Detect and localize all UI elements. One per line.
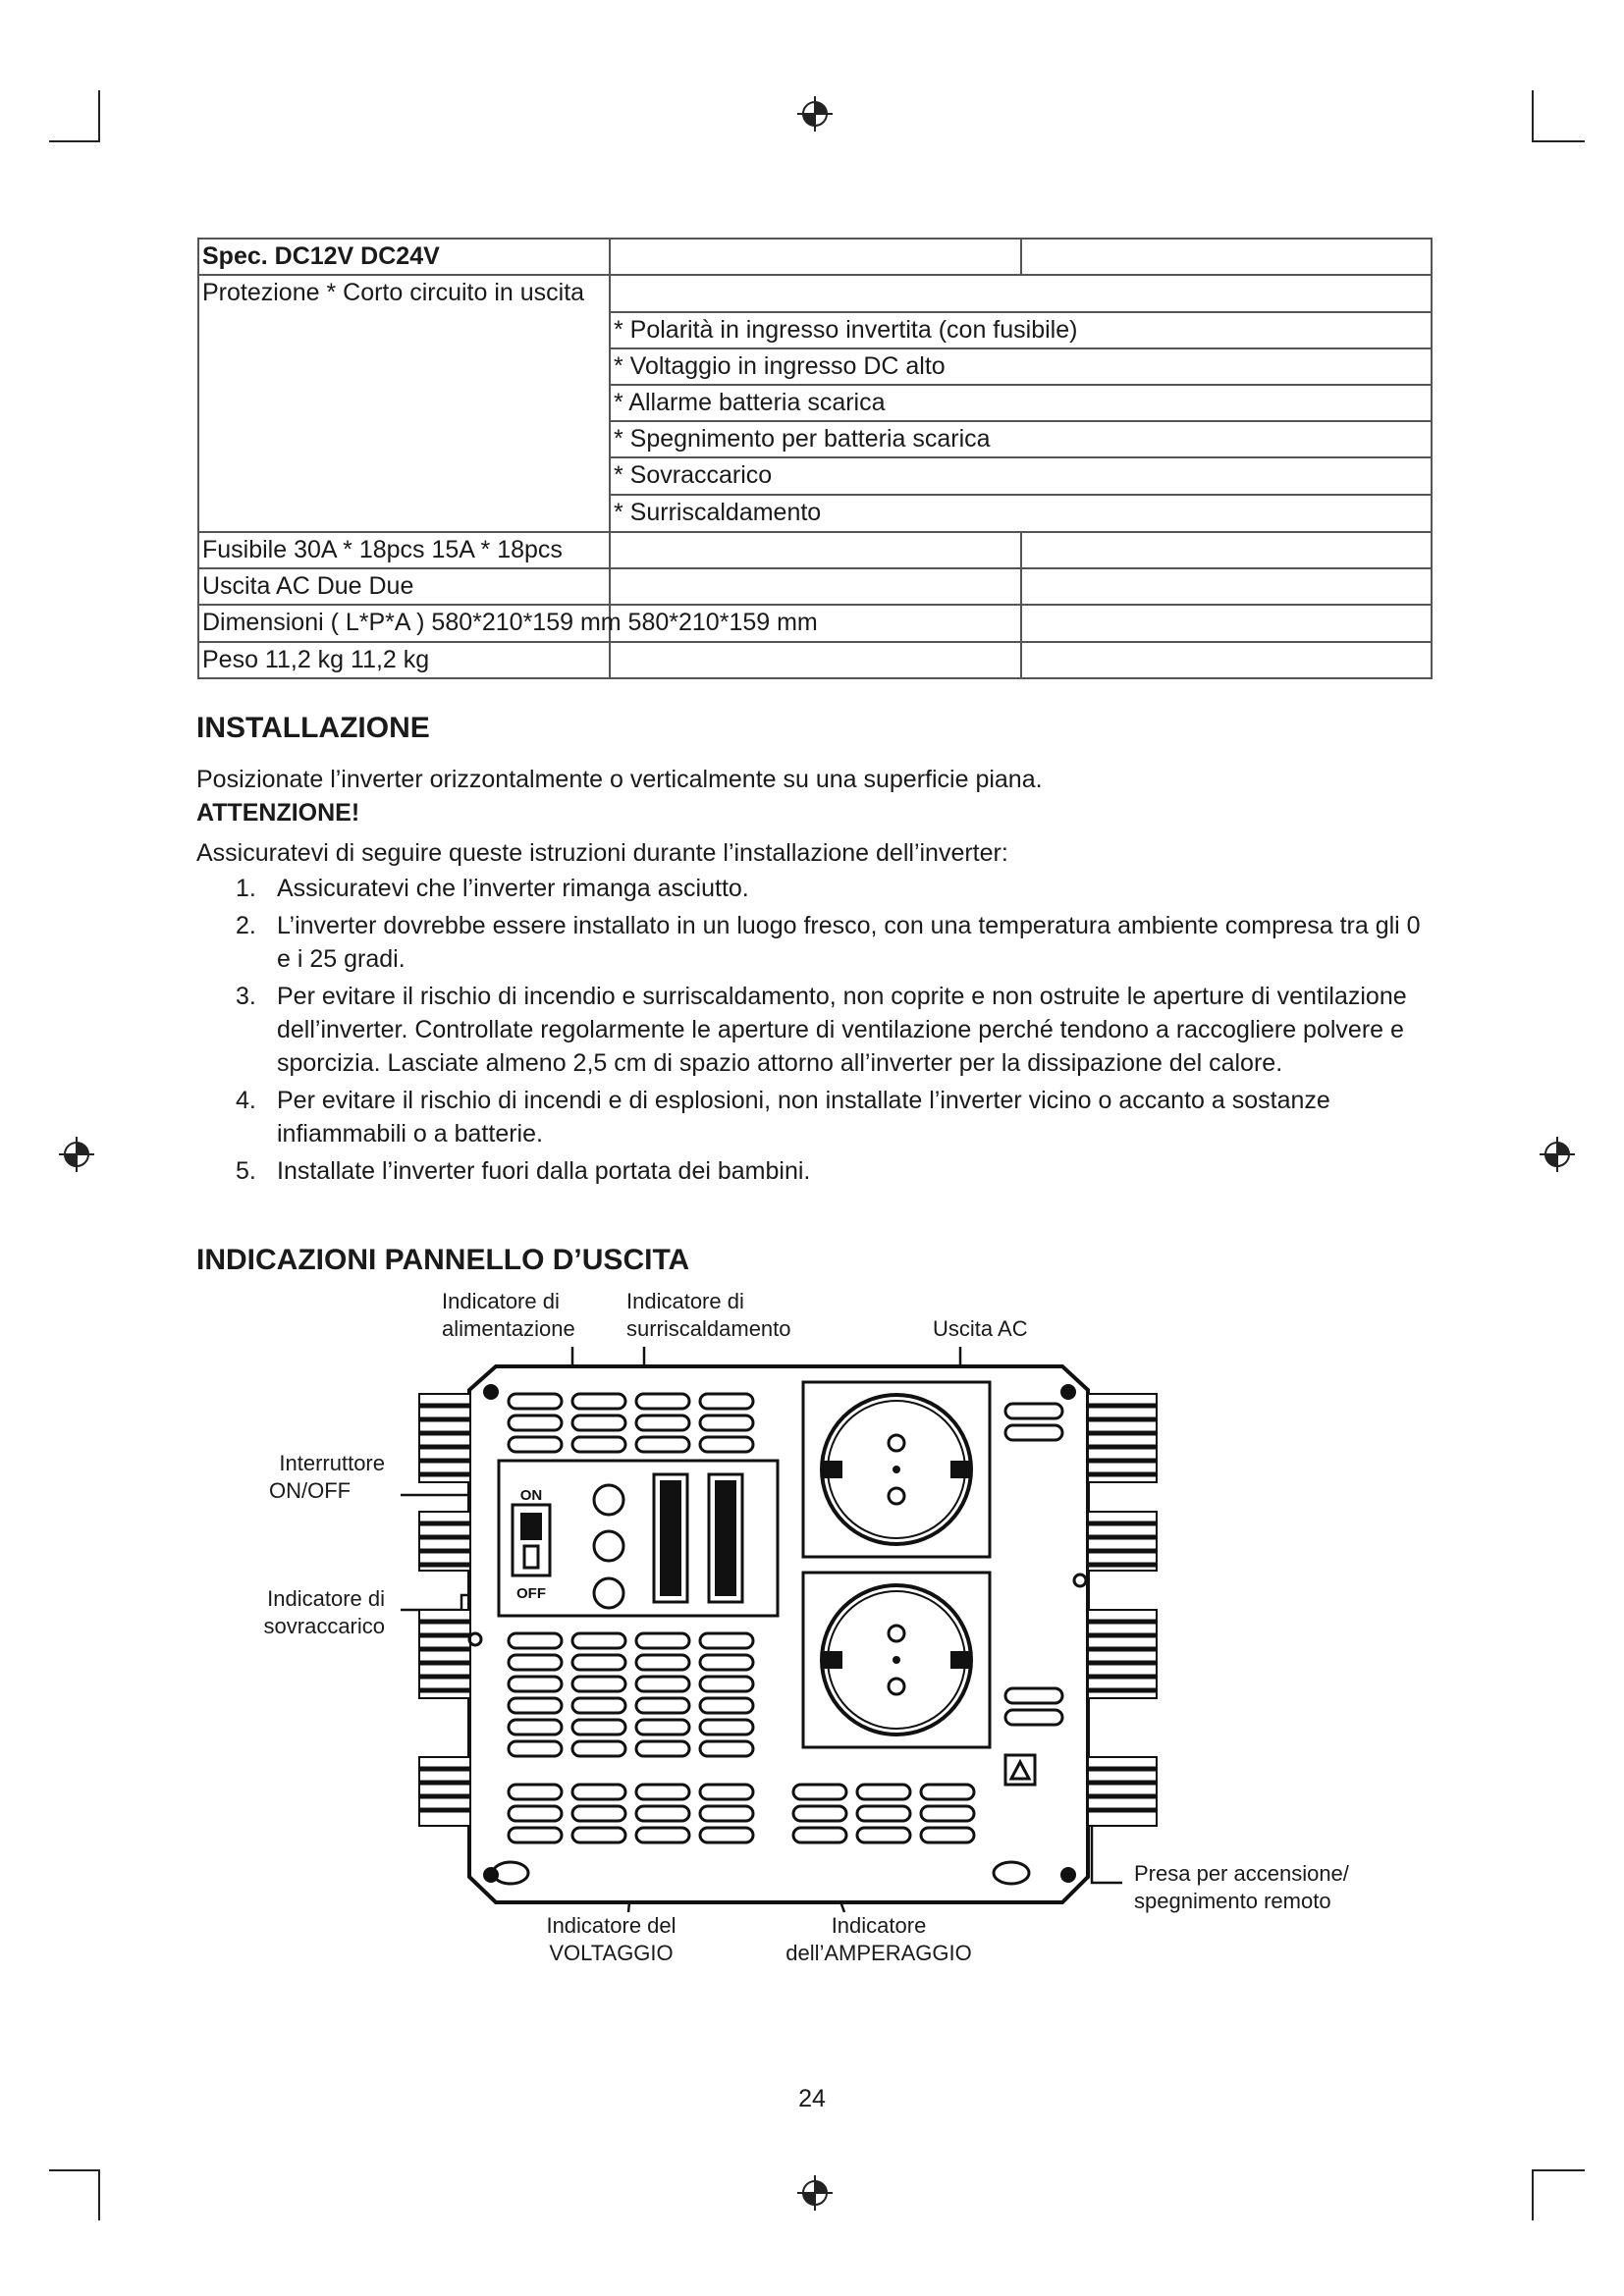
spec-protection-item: * Voltaggio in ingresso DC alto: [614, 352, 946, 380]
spec-weight-row: Peso 11,2 kg 11,2 kg: [202, 646, 430, 673]
installation-intro: Posizionate l’inverter orizzontalmente o verticalmente su una superficie piana.: [196, 766, 1043, 793]
label-line: spegnimento remoto: [1134, 1889, 1331, 1913]
installation-steps: [196, 872, 1434, 1192]
label-line: VOLTAGGIO: [549, 1941, 674, 1965]
registration-mark-bottom-icon: [795, 2173, 835, 2213]
list-item: [196, 1154, 1434, 1188]
spec-output-row: Uscita AC Due Due: [202, 572, 414, 600]
label-line: dell’AMPERAGGIO: [785, 1941, 972, 1965]
list-item: [196, 872, 1434, 905]
control-panel: [499, 1461, 778, 1616]
label-line: Indicatore del: [546, 1913, 677, 1938]
label-amperage-indicator: [766, 1912, 992, 1967]
heatsink-left: [419, 1394, 470, 1826]
spec-fuse-row: Fusibile 30A * 18pcs 15A * 18pcs: [202, 536, 563, 563]
label-voltage-indicator: [520, 1912, 702, 1967]
panel-title: INDICAZIONI PANNELLO D’USCITA: [196, 1244, 690, 1276]
spec-header: Spec. DC12V DC24V: [202, 242, 440, 270]
step-number: 2.: [236, 912, 256, 939]
page-number: 24: [798, 2085, 826, 2112]
crop-mark-top-right-h: [1532, 140, 1585, 142]
switch-on-label: ON: [519, 1487, 543, 1504]
registration-mark-right-icon: [1538, 1135, 1577, 1174]
crop-mark-bottom-right-h: [1532, 2169, 1585, 2171]
step-number: 1.: [236, 875, 256, 902]
label-power-indicator: [442, 1288, 575, 1343]
list-item: [196, 1084, 1434, 1150]
ac-socket-bottom: [803, 1573, 990, 1747]
spec-protection-item: * Sovraccarico: [614, 461, 773, 489]
registration-mark-left-icon: [57, 1135, 96, 1174]
switch-off-label: OFF: [516, 1585, 546, 1602]
step-text: Assicuratevi che l’inverter rimanga asciutto.: [277, 875, 749, 902]
label-line: sovraccarico: [263, 1614, 385, 1638]
spec-protection-item: * Surriscaldamento: [614, 499, 822, 526]
crop-mark-top-right-v: [1532, 90, 1534, 141]
list-item: [196, 980, 1434, 1080]
installation-title: INSTALLAZIONE: [196, 712, 430, 744]
step-number: 4.: [236, 1087, 256, 1114]
voltage-meter: [654, 1474, 687, 1602]
label-line: Indicatore di: [267, 1586, 385, 1611]
crop-mark-bottom-right-v: [1532, 2169, 1534, 2220]
ac-socket-top: [803, 1382, 990, 1557]
label-line: Indicatore di: [626, 1289, 744, 1313]
step-text: Per evitare il rischio di incendio e surriscaldamento, non coprite e non ostruite le aperture di ventilazione dell’inverter. Controllate regolarmente le aperture di ventilazione perché tendono a raccogliere polvere e sporcizia. Lasciate almeno 2,5 cm di spazio attorno all’inverter per la dissipazione del calore.: [277, 983, 1407, 1077]
label-overheat-indicator: [626, 1288, 791, 1343]
label-power-switch: [236, 1450, 385, 1505]
step-number: 5.: [236, 1157, 256, 1185]
installation-warning: ATTENZIONE!: [196, 799, 360, 827]
power-switch: [513, 1487, 550, 1602]
overheat-indicator-led: [594, 1531, 623, 1561]
step-text: Installate l’inverter fuori dalla portata dei bambini.: [277, 1157, 811, 1185]
list-item: [196, 909, 1434, 976]
crop-mark-top-left-v: [98, 90, 100, 141]
label-ac-output: Uscita AC: [933, 1316, 1028, 1341]
label-overload-indicator: [236, 1585, 385, 1640]
label-line: Indicatore di: [442, 1289, 560, 1313]
spec-protection-item: * Allarme batteria scarica: [614, 389, 886, 416]
power-indicator-led: [594, 1485, 623, 1515]
spec-dimensions-row: Dimensioni ( L*P*A ) 580*210*159 mm 580*210*159 mm: [202, 609, 818, 636]
label-line: ON/OFF: [269, 1478, 352, 1503]
step-text: Per evitare il rischio di incendi e di esplosioni, non installate l’inverter vicino o accanto a sostanze infiammabili o a batterie.: [277, 1087, 1330, 1148]
crop-mark-bottom-left-v: [98, 2169, 100, 2220]
amperage-meter: [709, 1474, 742, 1602]
spec-table: [197, 238, 1433, 679]
overload-indicator-led: [594, 1578, 623, 1608]
heatsink-right: [1088, 1394, 1157, 1826]
label-line: Indicatore: [831, 1913, 927, 1938]
label-line: alimentazione: [442, 1316, 575, 1341]
label-line: surriscaldamento: [626, 1316, 791, 1341]
installation-lead: Assicuratevi di seguire queste istruzioni durante l’installazione dell’inverter:: [196, 839, 1008, 867]
label-line: Presa per accensione/: [1134, 1861, 1349, 1886]
step-number: 3.: [236, 983, 256, 1010]
spec-protection-item: * Spegnimento per batteria scarica: [614, 425, 991, 453]
spec-protection-item: * Polarità in ingresso invertita (con fusibile): [614, 316, 1078, 344]
label-remote-socket: [1134, 1860, 1349, 1915]
spec-protection-label: Protezione * Corto circuito in uscita: [202, 279, 585, 306]
crop-mark-bottom-left-h: [49, 2169, 100, 2171]
label-line: Interruttore: [279, 1451, 385, 1475]
registration-mark-top-icon: [795, 94, 835, 133]
crop-mark-top-left-h: [49, 140, 100, 142]
remote-socket: [1005, 1755, 1035, 1785]
step-text: L’inverter dovrebbe essere installato in un luogo fresco, con una temperatura ambiente compresa tra gli 0 e i 25 gradi.: [277, 912, 1421, 973]
